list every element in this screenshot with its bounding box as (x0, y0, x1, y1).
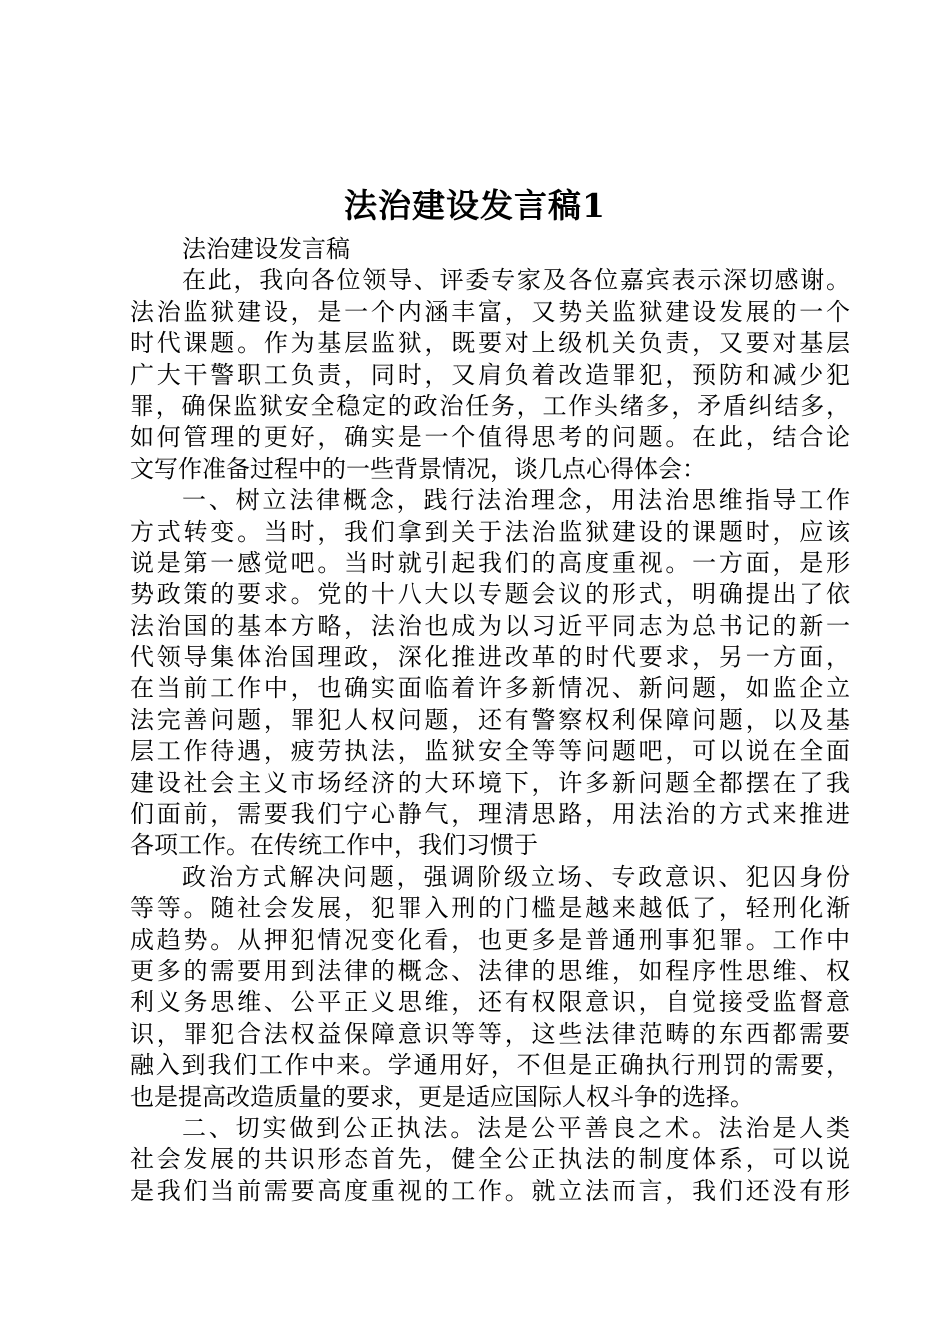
text-line: 二、切实做到公正执法。法是公平善良之术。法治是人类 (182, 1113, 850, 1142)
text-line: 等等。随社会发展，犯罪入刑的门槛是越来越低了，轻刑化渐 (130, 894, 850, 923)
text-line: 法完善问题，罪犯人权问题，还有警察权利保障问题，以及基 (130, 705, 850, 734)
text-line: 社会发展的共识形态首先，健全公正执法的制度体系，可以说 (130, 1145, 850, 1174)
text-line: 融入到我们工作中来。学通用好，不但是正确执行刑罚的需要， (130, 1051, 850, 1080)
text-line: 法治国的基本方略，法治也成为以习近平同志为总书记的新一 (130, 611, 850, 640)
text-line: 代领导集体治国理政，深化推进改革的时代要求，另一方面， (130, 643, 850, 672)
text-line: 成趋势。从押犯情况变化看，也更多是普通刑事犯罪。工作中 (130, 925, 850, 954)
text-line: 罪，确保监狱安全稳定的政治任务，工作头绪多，矛盾纠结多， (130, 391, 850, 420)
text-line: 势政策的要求。党的十八大以专题会议的形式，明确提出了依 (130, 580, 850, 609)
text-line: 各项工作。在传统工作中，我们习惯于 (130, 831, 538, 860)
text-line: 说是第一感觉吧。当时就引起我们的高度重视。一方面，是形 (130, 548, 850, 577)
text-line: 层工作待遇，疲劳执法，监狱安全等等问题吧，可以说在全面 (130, 737, 850, 766)
text-line: 方式转变。当时，我们拿到关于法治监狱建设的课题时，应该 (130, 517, 850, 546)
document-title: 法治建设发言稿1 (344, 186, 606, 225)
text-line: 政治方式解决问题，强调阶级立场、专政意识、犯囚身份 (182, 862, 850, 891)
text-line: 更多的需要用到法律的概念、法律的思维，如程序性思维、权 (130, 956, 850, 985)
text-line: 在此，我向各位领导、评委专家及各位嘉宾表示深切感谢。 (182, 266, 850, 295)
text-line: 法治监狱建设，是一个内涵丰富，又势关监狱建设发展的一个 (130, 297, 850, 326)
text-line: 是我们当前需要高度重视的工作。就立法而言，我们还没有形 (130, 1176, 850, 1205)
text-line: 一、树立法律概念，践行法治理念，用法治思维指导工作 (182, 486, 850, 515)
text-line: 在当前工作中，也确实面临着许多新情况、新问题，如监企立 (130, 674, 850, 703)
text-line: 文写作准备过程中的一些背景情况，谈几点心得体会： (130, 454, 706, 483)
document-body (130, 234, 850, 1207)
text-line: 如何管理的更好，确实是一个值得思考的问题。在此，结合论 (130, 423, 850, 452)
text-line: 们面前，需要我们宁心静气，理清思路，用法治的方式来推进 (130, 800, 850, 829)
text-line: 时代课题。作为基层监狱，既要对上级机关负责，又要对基层 (130, 329, 850, 358)
text-line: 广大干警职工负责，同时，又肩负着改造罪犯，预防和减少犯 (130, 360, 850, 389)
text-line: 也是提高改造质量的要求，更是适应国际人权斗争的选择。 (130, 1082, 754, 1111)
text-line: 识，罪犯合法权益保障意识等等，这些法律范畴的东西都需要 (130, 1019, 850, 1048)
text-line: 利义务思维、公平正义思维，还有权限意识，自觉接受监督意 (130, 988, 850, 1017)
text-line: 法治建设发言稿 (182, 235, 350, 263)
text-line: 建设社会主义市场经济的大环境下，许多新问题全都摆在了我 (130, 768, 850, 797)
